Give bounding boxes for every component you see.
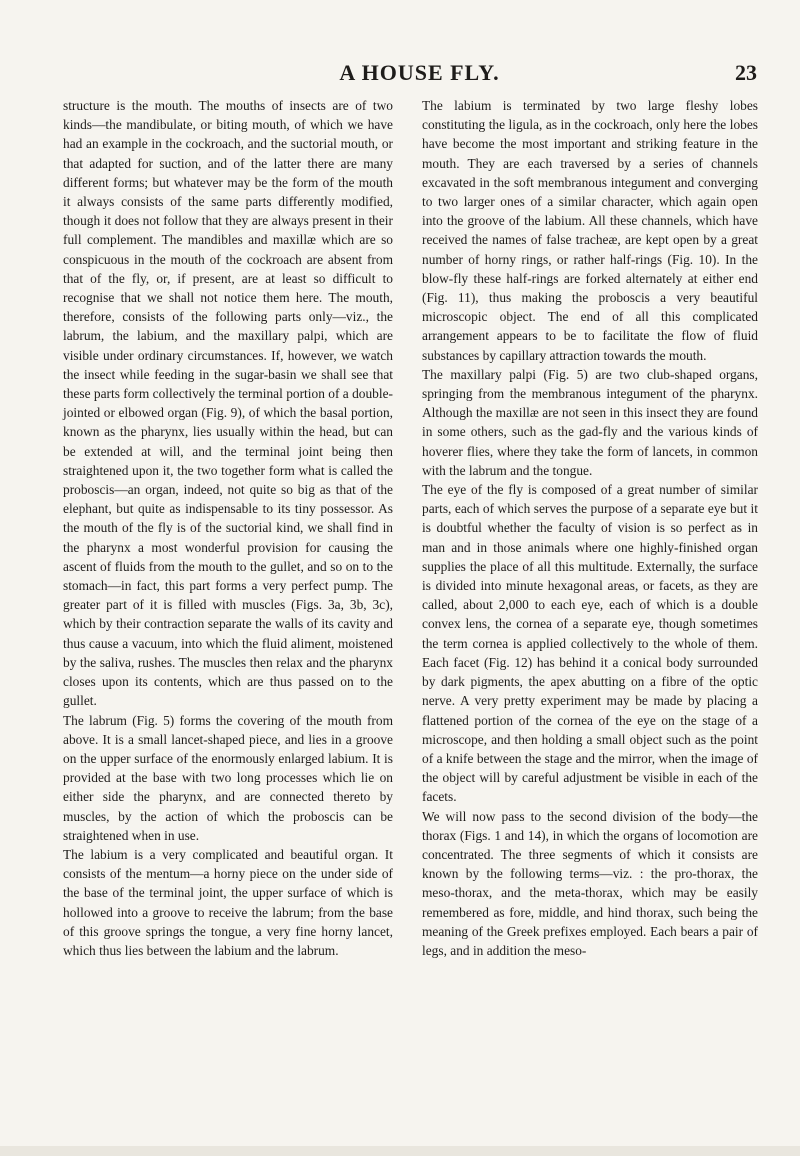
running-head	[62, 54, 777, 84]
left-column	[63, 96, 393, 960]
paragraph: The labium is a very complicated and beautiful organ. It consists of the mentum—a horny piece on the under side of the base of the terminal joint, the upper surface of which is hollowed into a groove to receive the labrum; from the base of this groove springs the tongue, a very fine horny lancet, which thus lies between the labium and the labrum.	[63, 846, 393, 958]
paragraph: The eye of the fly is composed of a great number of similar parts, each of which serves the purpose of a separate eye but it is doubtful whether the faculty of vision is so perfect as in man and in those animals where one highly-finished organ supplies the place of all this multitude. Externally, the surface is divided into minute hexagonal areas, or facets, as they are called, about 2,000 to each eye, each of which is a double convex lens, the cornea of a separate eye, though sometimes the term cornea is applied collectively to the whole of them. Each facet (Fig. 12) has behind it a conical body surrounded by dark pigments, the apex abutting on a fibre of the optic nerve. A very pretty experiment may be made by placing a flattened portion of the cornea of the eye on the stage of a microscope, and then holding a small object such as the point of a knife between the stage and the mirror, when the image of the object will by careful adjustment be visible in each of the facets.	[422, 482, 758, 805]
paragraph: The labrum (Fig. 5) forms the covering of the mouth from above. It is a small lancet-shaped piece, and lies in a groove on the upper surface of the enormously enlarged labium. It is provided at the base with two long processes which lie on either side the pharynx, and are connected thereto by muscles, by the action of which the proboscis can be straightened when in use.	[63, 712, 393, 843]
running-title: A HOUSE FLY.	[339, 60, 500, 85]
paragraph: structure is the mouth. The mouths of insects are of two kinds—the mandibulate, or biting mouth, of which we have had an example in the cockroach, and the suctorial mouth, or that adapted for suction, and of the latter there are many different forms; but whatever may be the form of the mouth it always consists of the same parts differently modified, though it does not follow that they are always present in their full complement. The mandibles and maxillæ which are so conspicuous in the mouth of the cockroach are absent from that of the fly, or, if present, are at least so difficult to recognise that we shall not notice them here. The mouth, therefore, consists of the following parts only—viz., the labrum, the labium, and the maxillary palpi, which are visible under ordinary circumstances. If, however, we watch the insect while feeding in the sugar-basin we shall see that these parts form collectively the terminal portion of a double-jointed or elbowed organ (Fig. 9), of which the basal portion, known as the pharynx, lies usually within the head, but can be extended at will, and the terminal joint being then straightened upon it, the two together form what is called the proboscis—an organ, indeed, not quite so big as that of the elephant, but quite as indispensable to its tiny possessor. As the mouth of the fly is of the suctorial kind, we shall find in the pharynx a most wonderful provision for causing the ascent of fluids from the mouth to the gullet, and so on to the stomach—in fact, this part forms a very perfect pump. The greater part of it is filled with muscles (Figs. 3a, 3b, 3c), which by their contraction separate the walls of its cavity and thus cause a vacuum, into which the fluid aliment, moistened by the saliva, rushes. The muscles then relax and the pharynx closes upon its contents, which are thus passed on to the gullet.	[63, 98, 393, 709]
paragraph: We will now pass to the second division of the body—the thorax (Figs. 1 and 14), in which the organs of locomotion are concentrated. The three segments of which it consists are known by the following terms—viz. : the pro-thorax, the meso-thorax, and the meta-thorax, which may be easily remembered as fore, middle, and hind thorax, such being the meaning of the Greek prefixes employed. Each bears a pair of legs, and in addition the meso-	[422, 808, 758, 958]
right-column	[422, 96, 758, 960]
page-number: 23	[735, 60, 757, 85]
page-bottom-edge	[0, 1146, 800, 1156]
paragraph: The maxillary palpi (Fig. 5) are two club-shaped organs, springing from the membranous integument of the pharynx. Although the maxillæ are not seen in this insect they are found in some others, such as the gad-fly and the various kinds of hoverer flies, where they take the form of lancets, in common with the labrum and the tongue.	[422, 366, 758, 478]
paragraph: The labium is terminated by two large fleshy lobes constituting the ligula, as in the cockroach, only here the lobes have become the most important and striking feature in the mouth. They are each traversed by a series of channels excavated in the soft membranous integument and converging to two larger ones of a similar character, which again open into the groove of the labium. All these channels, which have received the names of false tracheæ, are kept open by a great number of horny rings, or rather half-rings (Fig. 10). In the blow-fly these half-rings are forked alternately at either end (Fig. 11), thus making the proboscis a very beautiful microscopic object. The end of all this complicated arrangement appears to be to facilitate the flow of fluid substances by capillary attraction towards the mouth.	[422, 98, 758, 363]
